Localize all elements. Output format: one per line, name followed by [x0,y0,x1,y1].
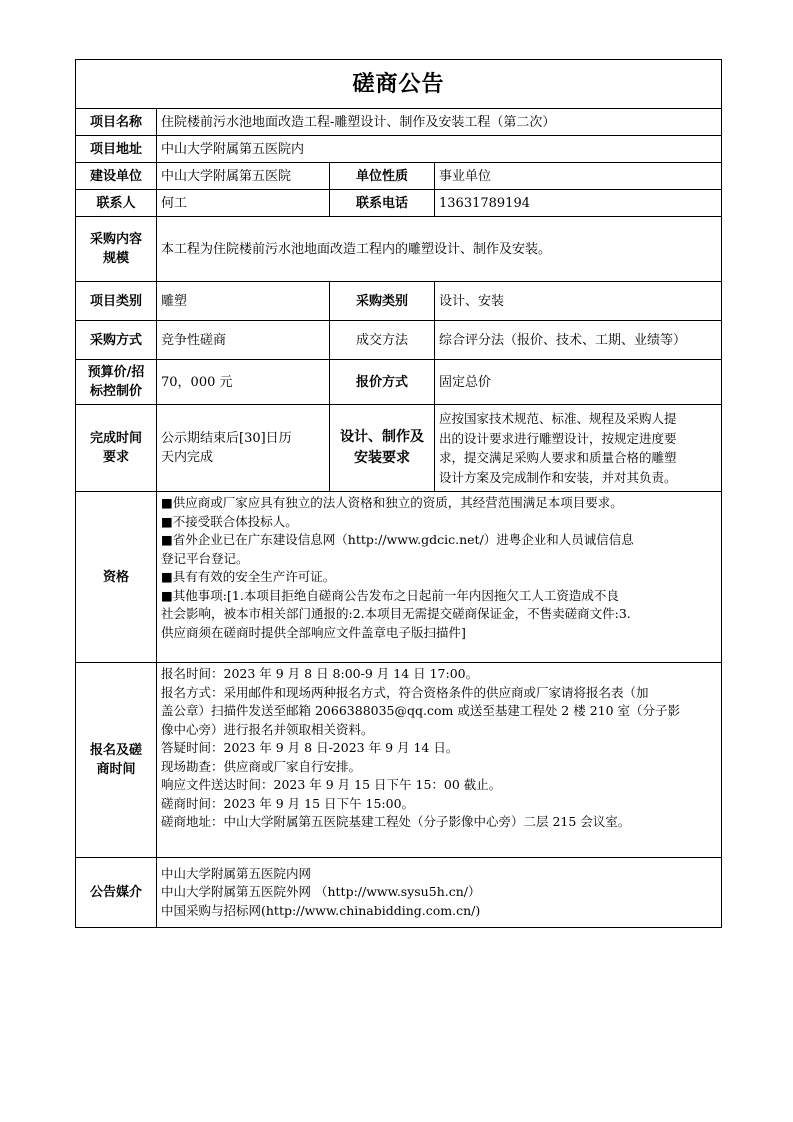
contact-value: 何工 [157,190,330,217]
completion-value-line-1: 公示期结束后[30]日历 [161,431,292,446]
completion-label [76,405,157,492]
scope-value: 本工程为住院楼前污水池地面改造工程内的雕塑设计、制作及安装。 [157,217,722,282]
registration-label-line-2: 商时间 [96,762,136,777]
completion-label-line-1: 完成时间 [89,431,142,446]
design-req-label [330,405,435,492]
announcement-table [75,59,722,928]
design-req-line: 设计方案及完成制作和安装，并对其负责。 [439,469,677,485]
budget-label-line-1: 预算价/招 [87,365,145,380]
media-line: 中山大学附属第五医院内网 [161,865,312,881]
qualification-line: 供应商须在磋商时提供全部响应文件盖章电子版扫描件] [161,624,466,640]
qualification-line: ■其他事项:[1.本项目拒绝自磋商公告发布之日起前一年内因拖欠工人工资造成不良 [161,587,619,603]
purchase-category-value: 设计、安装 [435,282,722,321]
registration-list [157,663,722,858]
deal-method-label: 成交方法 [330,321,435,360]
registration-line: 答疑时间：2023 年 9 月 8 日-2023 年 9 月 14 日。 [161,740,459,755]
project-category-value: 雕塑 [157,282,330,321]
qualification-line: 社会影响，被本市相关部门通报的:2.本项目无需提交磋商保证金，不售卖磋商文件:3. [161,606,631,621]
builder-value: 中山大学附属第五医院 [157,163,330,190]
design-req-label-line-1: 设计、制作及 [340,429,424,445]
design-req-line: 求，提交满足采购人要求和质量合格的雕塑 [439,450,677,465]
design-req-line: 应按国家技术规范、标准、规程及采购人提 [439,411,677,426]
phone-value: 13631789194 [435,190,722,217]
design-req-line: 出的设计要求进行雕塑设计，按规定进度要 [439,430,677,446]
deal-method-value: 综合评分法（报价、技术、工期、业绩等） [435,321,722,360]
qualification-label: 资格 [76,492,157,663]
quote-method-label: 报价方式 [330,360,435,405]
registration-line: 盖公章）扫描件发送至邮箱 2066388035@qq.com 或送至基建工程处 2 楼 210 室（分子影 [161,703,681,718]
design-req-label-line-2: 安装要求 [354,450,410,466]
completion-label-line-2: 要求 [102,450,129,465]
media-label: 公告媒介 [76,858,157,928]
media-line: 中山大学附属第五医院外网 （http://www.sysu5h.cn/） [161,884,481,900]
page-title: 磋商公告 [76,60,722,109]
qualification-line: ■供应商或厂家应具有独立的法人资格和独立的资质，其经营范围满足本项目要求。 [161,495,623,510]
completion-value-line-2: 天内完成 [161,450,214,465]
qualification-list [157,492,722,663]
quote-method-value: 固定总价 [435,360,722,405]
project-category-label: 项目类别 [76,282,157,321]
qualification-line: ■省外企业已在广东建设信息网（http://www.gdcic.net/）进粤企业和人员诚信信息 [161,532,634,547]
registration-line: 磋商地址：中山大学附属第五医院基建工程处（分子影像中心旁）二层 215 会议室。 [161,814,631,829]
registration-line: 响应文件送达时间：2023 年 9 月 15 日下午 15：00 截止。 [161,777,502,792]
project-name-label: 项目名称 [76,109,157,136]
registration-line: 报名方式：采用邮件和现场两种报名方式，符合资格条件的供应商或厂家请将报名表（加 [161,684,649,700]
qualification-line: ■不接受联合体投标人。 [161,513,298,529]
media-list [157,858,722,928]
unit-nature-label: 单位性质 [330,163,435,190]
registration-line: 现场勘查：供应商或厂家自行安排。 [161,758,362,774]
project-name-value: 住院楼前污水池地面改造工程-雕塑设计、制作及安装工程（第二次） [157,109,722,136]
registration-line: 像中心旁）进行报名并领取相关资料。 [161,721,374,737]
budget-value: 70，000 元 [157,360,330,405]
purchase-method-label: 采购方式 [76,321,157,360]
phone-label: 联系电话 [330,190,435,217]
builder-label: 建设单位 [76,163,157,190]
scope-label [76,217,157,282]
design-req-value [435,405,722,492]
unit-nature-value: 事业单位 [435,163,722,190]
registration-label-line-1: 报名及磋 [89,743,142,758]
registration-line: 磋商时间：2023 年 9 月 15 日下午 15:00。 [161,795,415,811]
project-address-label: 项目地址 [76,136,157,163]
qualification-line: ■具有有效的安全生产许可证。 [161,569,336,584]
registration-line: 报名时间：2023 年 9 月 8 日 8:00-9 月 14 日 17:00。 [161,666,479,681]
budget-label [76,360,157,405]
scope-label-line-2: 规模 [102,251,129,266]
budget-label-line-2: 标控制价 [89,384,142,399]
registration-label [76,663,157,858]
completion-value [157,405,330,492]
purchase-method-value: 竞争性磋商 [157,321,330,360]
purchase-category-label: 采购类别 [330,282,435,321]
contact-label: 联系人 [76,190,157,217]
scope-label-line-1: 采购内容 [89,232,142,247]
project-address-value: 中山大学附属第五医院内 [157,136,722,163]
media-line: 中国采购与招标网(http://www.chinabidding.com.cn/) [161,902,481,918]
qualification-line: 登记平台登记。 [161,550,249,566]
